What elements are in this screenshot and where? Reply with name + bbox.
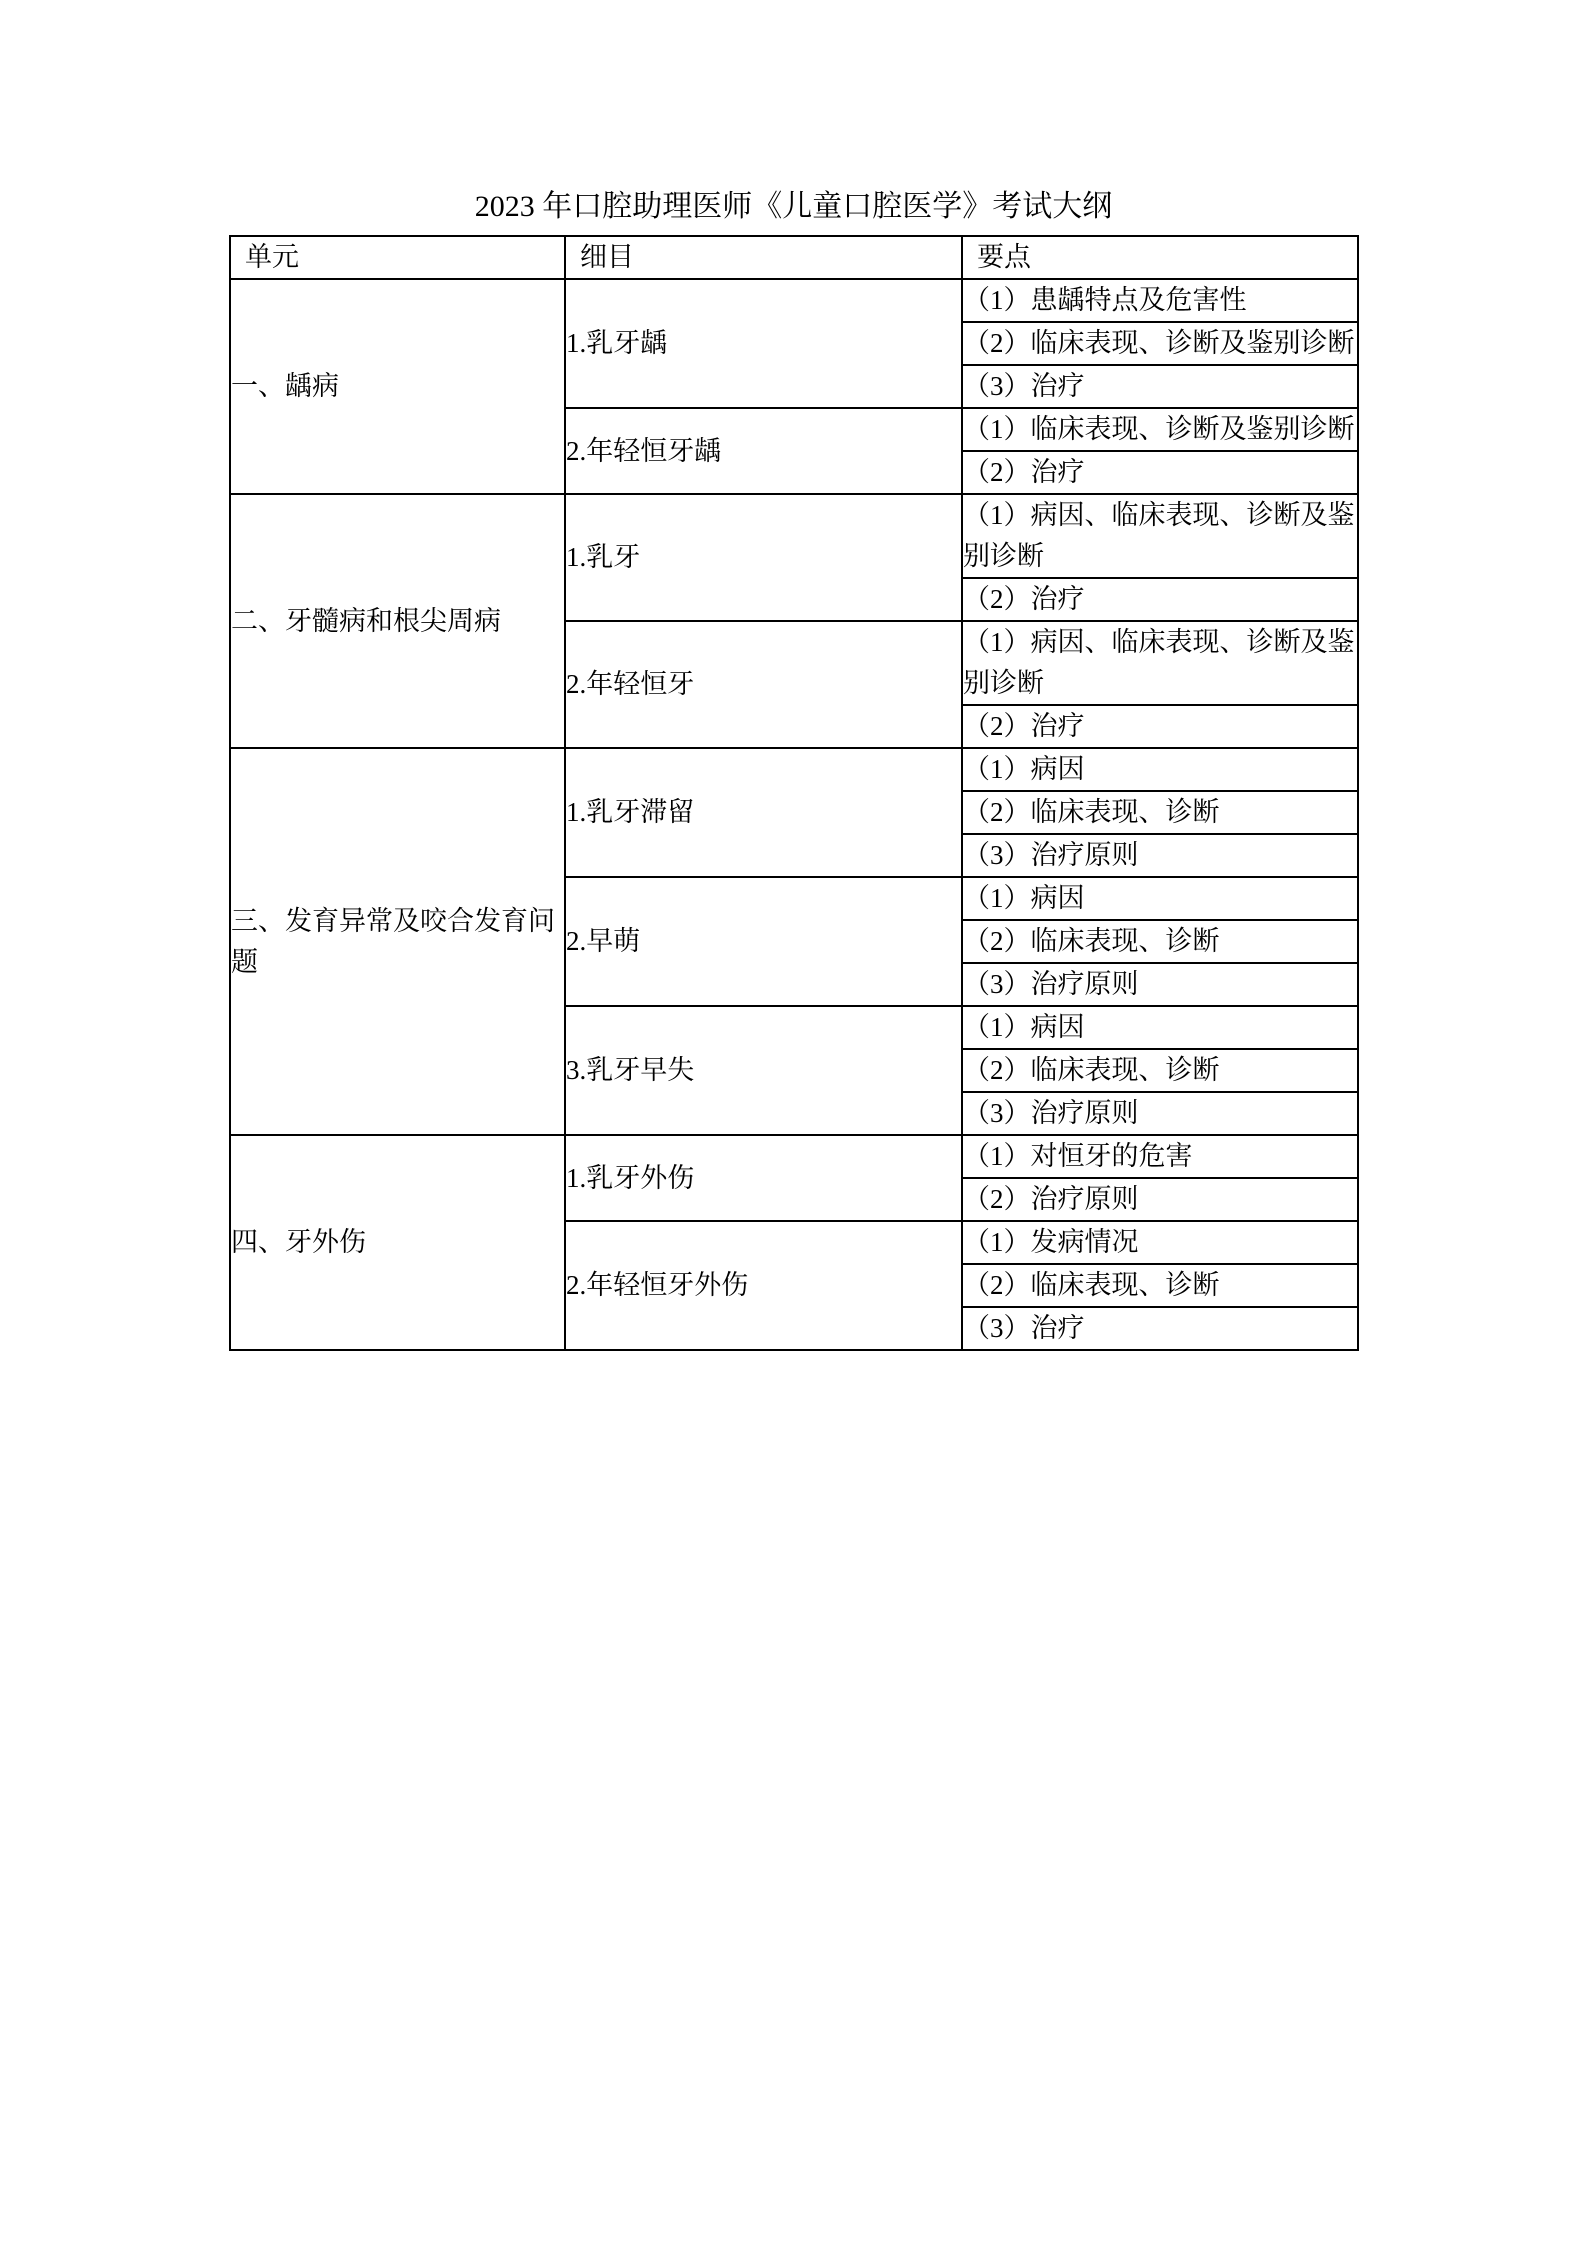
item-cell: 2.年轻恒牙: [565, 621, 962, 748]
unit-cell: 三、发育异常及咬合发育问题: [230, 748, 565, 1135]
exam-outline-table: [229, 235, 1359, 1351]
column-header-item: 细目: [565, 236, 962, 279]
column-header-point: 要点: [962, 236, 1358, 279]
item-cell: 3.乳牙早失: [565, 1006, 962, 1135]
point-cell: （1）对恒牙的危害: [962, 1135, 1358, 1178]
point-cell: （1）病因: [962, 748, 1358, 791]
point-cell: （2）治疗: [962, 578, 1358, 621]
table-row: [230, 748, 1358, 791]
item-cell: 2.年轻恒牙外伤: [565, 1221, 962, 1350]
item-cell: 2.年轻恒牙龋: [565, 408, 962, 494]
unit-cell: 四、牙外伤: [230, 1135, 565, 1350]
point-cell: （3）治疗: [962, 365, 1358, 408]
point-cell: （2）临床表现、诊断及鉴别诊断: [962, 322, 1358, 365]
point-cell: （3）治疗原则: [962, 834, 1358, 877]
item-cell: 1.乳牙: [565, 494, 962, 621]
point-cell: （2）临床表现、诊断: [962, 1049, 1358, 1092]
unit-cell: 一、龋病: [230, 279, 565, 494]
point-cell: （1）患龋特点及危害性: [962, 279, 1358, 322]
point-cell: （1）病因、临床表现、诊断及鉴别诊断: [962, 621, 1358, 705]
point-cell: （2）临床表现、诊断: [962, 1264, 1358, 1307]
point-cell: （1）病因、临床表现、诊断及鉴别诊断: [962, 494, 1358, 578]
table-row: [230, 494, 1358, 578]
item-cell: 1.乳牙龋: [565, 279, 962, 408]
point-cell: （1）病因: [962, 1006, 1358, 1049]
point-cell: （2）治疗原则: [962, 1178, 1358, 1221]
item-cell: 2.早萌: [565, 877, 962, 1006]
unit-cell: 二、牙髓病和根尖周病: [230, 494, 565, 748]
point-cell: （2）临床表现、诊断: [962, 920, 1358, 963]
point-cell: （1）发病情况: [962, 1221, 1358, 1264]
table-header-row: [230, 236, 1358, 279]
point-cell: （1）病因: [962, 877, 1358, 920]
point-cell: （3）治疗原则: [962, 963, 1358, 1006]
point-cell: （3）治疗: [962, 1307, 1358, 1350]
column-header-unit: 单元: [230, 236, 565, 279]
item-cell: 1.乳牙外伤: [565, 1135, 962, 1221]
point-cell: （1）临床表现、诊断及鉴别诊断: [962, 408, 1358, 451]
point-cell: （3）治疗原则: [962, 1092, 1358, 1135]
table-row: [230, 1135, 1358, 1178]
item-cell: 1.乳牙滞留: [565, 748, 962, 877]
point-cell: （2）治疗: [962, 451, 1358, 494]
point-cell: （2）治疗: [962, 705, 1358, 748]
table-row: [230, 279, 1358, 322]
point-cell: （2）临床表现、诊断: [962, 791, 1358, 834]
document-title: 2023 年口腔助理医师《儿童口腔医学》考试大纲: [474, 190, 1113, 223]
